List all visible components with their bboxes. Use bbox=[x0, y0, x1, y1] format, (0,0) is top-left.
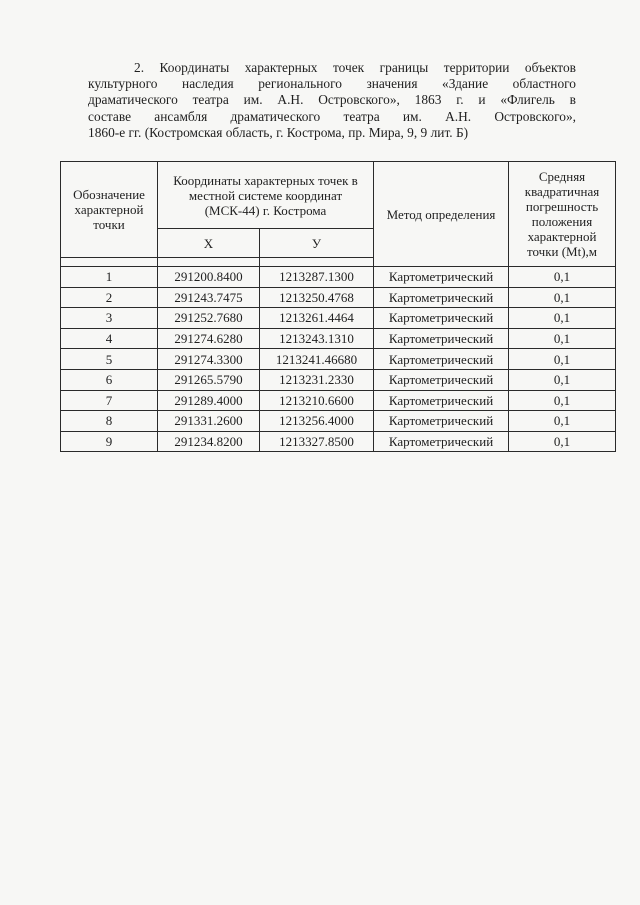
table-row bbox=[61, 267, 616, 288]
point-number-cell: 2 bbox=[61, 287, 158, 308]
table-row bbox=[61, 287, 616, 308]
x-coordinate-cell: 291331.2600 bbox=[158, 411, 260, 432]
point-number-cell: 7 bbox=[61, 390, 158, 411]
y-coordinate-cell: 1213327.8500 bbox=[260, 431, 374, 452]
method-cell: Картометрический bbox=[374, 431, 509, 452]
method-cell: Картометрический bbox=[374, 411, 509, 432]
point-number-cell: 4 bbox=[61, 328, 158, 349]
y-coordinate-cell: 1213231.2330 bbox=[260, 369, 374, 390]
x-coordinate-cell: 291274.3300 bbox=[158, 349, 260, 370]
error-cell: 0,1 bbox=[509, 328, 616, 349]
point-number-cell: 5 bbox=[61, 349, 158, 370]
header-method: Метод определения bbox=[374, 162, 509, 267]
method-cell: Картометрический bbox=[374, 349, 509, 370]
method-cell: Картометрический bbox=[374, 267, 509, 288]
x-coordinate-cell: 291234.8200 bbox=[158, 431, 260, 452]
method-cell: Картометрический bbox=[374, 369, 509, 390]
header-x: Х bbox=[158, 229, 260, 258]
error-cell: 0,1 bbox=[509, 411, 616, 432]
x-coordinate-cell: 291289.4000 bbox=[158, 390, 260, 411]
table-row bbox=[61, 431, 616, 452]
point-number-cell: 6 bbox=[61, 369, 158, 390]
table-row bbox=[61, 349, 616, 370]
point-number-cell: 9 bbox=[61, 431, 158, 452]
table-header-row bbox=[61, 162, 616, 229]
method-cell: Картометрический bbox=[374, 287, 509, 308]
y-coordinate-cell: 1213256.4000 bbox=[260, 411, 374, 432]
header-spacer bbox=[260, 258, 374, 267]
heading-line: культурного наследия регионального значения «Здание областного bbox=[88, 76, 576, 92]
x-coordinate-cell: 291265.5790 bbox=[158, 369, 260, 390]
coordinates-table bbox=[60, 161, 616, 452]
table-body bbox=[61, 267, 616, 452]
table-row bbox=[61, 411, 616, 432]
error-cell: 0,1 bbox=[509, 431, 616, 452]
error-cell: 0,1 bbox=[509, 308, 616, 329]
y-coordinate-cell: 1213241.46680 bbox=[260, 349, 374, 370]
heading-line: 2. Координаты характерных точек границы территории объектов bbox=[134, 60, 576, 75]
x-coordinate-cell: 291200.8400 bbox=[158, 267, 260, 288]
method-cell: Картометрический bbox=[374, 328, 509, 349]
error-cell: 0,1 bbox=[509, 369, 616, 390]
point-number-cell: 3 bbox=[61, 308, 158, 329]
table-row bbox=[61, 390, 616, 411]
table-row bbox=[61, 369, 616, 390]
error-cell: 0,1 bbox=[509, 287, 616, 308]
y-coordinate-cell: 1213261.4464 bbox=[260, 308, 374, 329]
header-spacer bbox=[158, 258, 260, 267]
header-spacer bbox=[61, 258, 158, 267]
header-point-designation: Обозначение характерной точки bbox=[61, 162, 158, 258]
heading-line: драматического театра им. А.Н. Островского», 1863 г. и «Флигель в bbox=[88, 92, 576, 108]
y-coordinate-cell: 1213250.4768 bbox=[260, 287, 374, 308]
heading-line: составе ансамбля драматического театра им. А.Н. Островского», bbox=[88, 108, 576, 124]
table-row bbox=[61, 308, 616, 329]
heading-line: 1860-е гг. (Костромская область, г. Кострома, пр. Мира, 9, 9 лит. Б) bbox=[88, 124, 469, 140]
error-cell: 0,1 bbox=[509, 267, 616, 288]
x-coordinate-cell: 291274.6280 bbox=[158, 328, 260, 349]
error-cell: 0,1 bbox=[509, 349, 616, 370]
y-coordinate-cell: 1213243.1310 bbox=[260, 328, 374, 349]
method-cell: Картометрический bbox=[374, 390, 509, 411]
point-number-cell: 1 bbox=[61, 267, 158, 288]
method-cell: Картометрический bbox=[374, 308, 509, 329]
header-y: У bbox=[260, 229, 374, 258]
section-heading bbox=[88, 60, 576, 141]
y-coordinate-cell: 1213287.1300 bbox=[260, 267, 374, 288]
error-cell: 0,1 bbox=[509, 390, 616, 411]
point-number-cell: 8 bbox=[61, 411, 158, 432]
x-coordinate-cell: 291243.7475 bbox=[158, 287, 260, 308]
table-row bbox=[61, 328, 616, 349]
header-coordinates: Координаты характерных точек в местной системе координат (МСК-44) г. Кострома bbox=[158, 162, 374, 229]
y-coordinate-cell: 1213210.6600 bbox=[260, 390, 374, 411]
header-mean-error: Средняя квадратичная погрешность положения характерной точки (Mt),м bbox=[509, 162, 616, 267]
x-coordinate-cell: 291252.7680 bbox=[158, 308, 260, 329]
